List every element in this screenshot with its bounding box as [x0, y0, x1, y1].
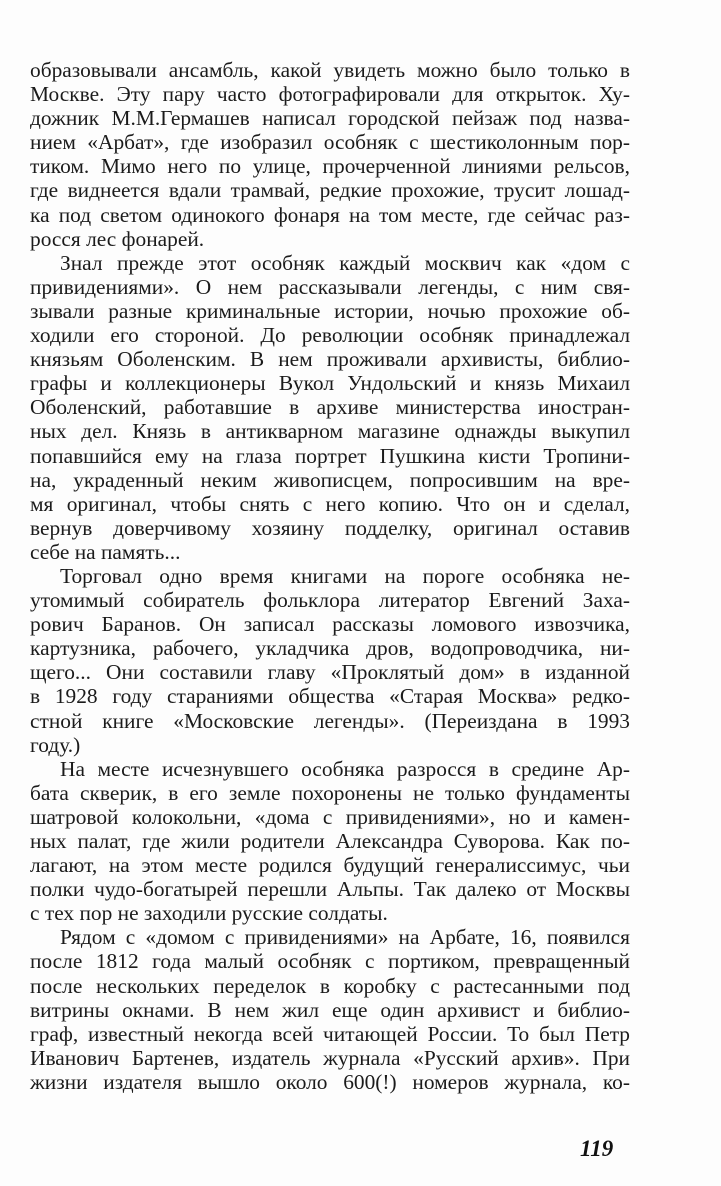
text-line: тиком. Мимо него по улице, прочерченной линиями рельсов, [30, 154, 630, 179]
text-line: шатровой колокольни, «дома с привидениями», но и камен- [30, 804, 630, 829]
text-line: после нескольких переделок в коробку с растесанными под [30, 973, 630, 998]
text-line: себе на память... [30, 539, 181, 564]
text-line: году.) [30, 732, 81, 757]
text-line: Оболенский, работавшие в архиве министерства иностран- [30, 395, 630, 420]
text-line: нием «Арбат», где изобразил особняк с шестиколонным пор- [30, 130, 630, 155]
text-line: дожник М.М.Гермашев написал городской пейзаж под назва- [30, 106, 630, 131]
text-line: Иванович Бартенев, издатель журнала «Русский архив». При [30, 1045, 630, 1070]
text-line: Москве. Эту пару часто фотографировали для открыток. Ху- [30, 82, 630, 107]
text-line: ка под светом одинокого фонаря на том месте, где сейчас раз- [30, 202, 630, 227]
text-line: князьям Оболенским. В нем проживали архивисты, библио- [30, 347, 630, 372]
text-line: Торговал одно время книгами на пороге особняка не- [60, 563, 630, 588]
text-line: после 1812 года малый особняк с портиком, превращенный [30, 949, 630, 974]
text-line: рович Баранов. Он записал рассказы ломового извозчика, [30, 612, 630, 637]
text-line: в 1928 году стараниями общества «Старая Москва» редко- [30, 684, 630, 709]
text-line: мя оригинал, чтобы снять с него копию. Что он и сделал, [30, 491, 630, 516]
text-line: На месте исчезнувшего особняка разросся в средине Ар- [60, 756, 630, 781]
text-line: графы и коллекционеры Вукол Ундольский и князь Михаил [30, 371, 630, 396]
text-line: на, украденный неким живописцем, попросившим на вре- [30, 467, 630, 492]
text-line: ходили его стороной. До революции особняк принадлежал [30, 323, 630, 348]
body-text [30, 58, 630, 1094]
text-line: щего... Они составили главу «Проклятый дом» в изданной [30, 660, 630, 685]
text-line: где виднеется вдали трамвай, редкие прохожие, трусит лошад- [30, 178, 630, 203]
page-number: 119 [580, 1136, 614, 1161]
text-line: ных дел. Князь в антикварном магазине однажды выкупил [30, 419, 630, 444]
text-line: с тех пор не заходили русские солдаты. [30, 901, 388, 926]
text-line: привидениями». О нем рассказывали легенды, с ним свя- [30, 274, 630, 299]
text-line: бата скверик, в его земле похоронены не только фундаменты [30, 780, 630, 805]
text-line: Знал прежде этот особняк каждый москвич как «дом с [60, 250, 630, 275]
text-line: лагают, на этом месте родился будущий генералиссимус, чьи [30, 853, 630, 878]
text-line: витрины окнами. В нем жил еще один архивист и библио- [30, 997, 630, 1022]
text-line: Рядом с «домом с привидениями» на Арбате, 16, появился [60, 925, 630, 950]
text-line: росся лес фонарей. [30, 226, 205, 251]
text-line: ных палат, где жили родители Александра Суворова. Как по- [30, 829, 630, 853]
text-line: зывали разные криминальные истории, ночью прохожие об- [30, 298, 630, 323]
text-line: вернув доверчивому хозяину подделку, оригинал оставив [30, 515, 630, 540]
text-line: граф, известный некогда всей читающей России. То был Петр [30, 1021, 630, 1046]
text-line: стной книге «Московские легенды». (Переиздана в 1993 [30, 708, 630, 733]
text-line: утомимый собиратель фольклора литератор Евгений Заха- [30, 588, 630, 613]
text-line: картузника, рабочего, укладчика дров, водопроводчика, ни- [30, 636, 630, 661]
text-line: образовывали ансамбль, какой увидеть можно было только в [30, 58, 630, 82]
text-line: жизни издателя вышло около 600(!) номеров журнала, ко- [30, 1069, 630, 1094]
text-line: попавшийся ему на глаза портрет Пушкина кисти Тропини- [30, 443, 630, 468]
text-line: полки чудо-богатырей перешли Альпы. Так далеко от Москвы [30, 877, 630, 902]
